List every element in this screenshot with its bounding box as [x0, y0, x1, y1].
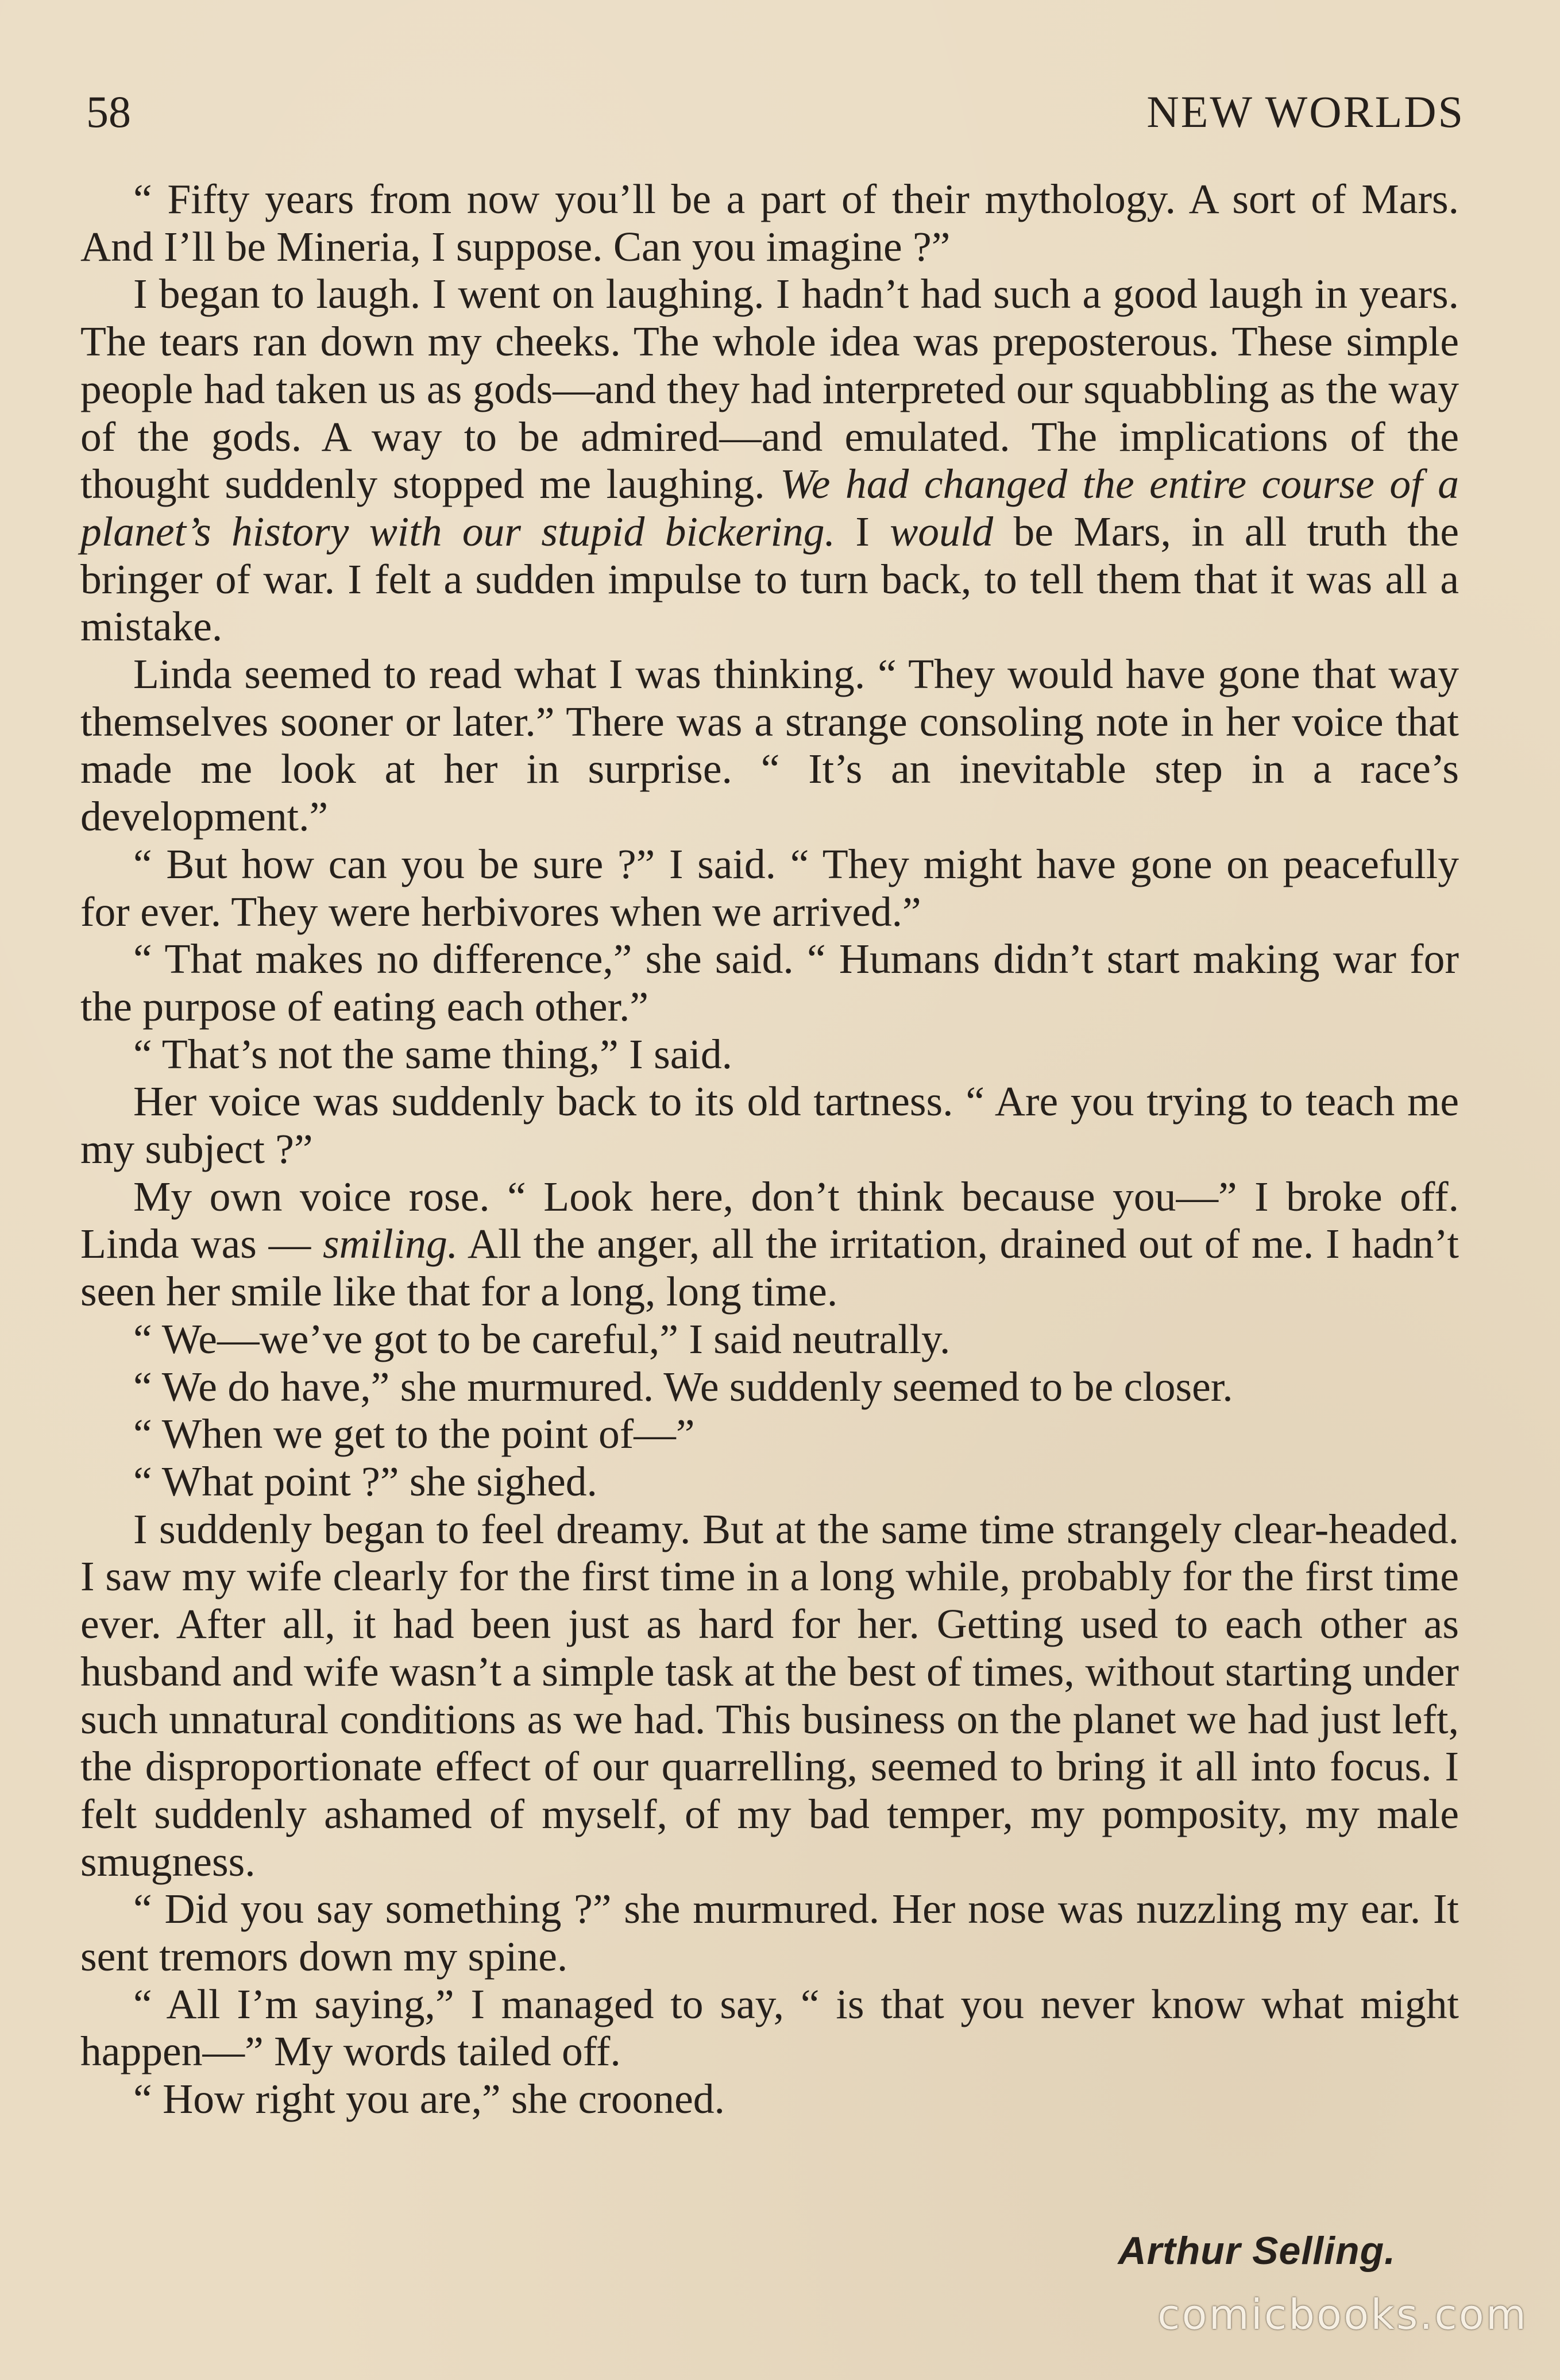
paragraph: “ How right you are,” she crooned. [133, 2075, 725, 2123]
author-byline: Arthur Selling. [1118, 2229, 1396, 2273]
paragraph-text: I [835, 507, 890, 555]
running-head: NEW WORLDS [1146, 87, 1465, 137]
paragraph [80, 1173, 1459, 1315]
paragraph-text: be Mars, in all truth the bringer of war. I felt a sudden impulse to turn back, to tell them that it was all a mistake. [80, 507, 1459, 650]
italic-emphasis: smiling. [323, 1220, 458, 1268]
paragraph: “ What point ?” she sighed. [133, 1457, 597, 1505]
paragraph: “ When we get to the point of—” [133, 1410, 695, 1458]
paragraph: Her voice was suddenly back to its old tartness. “ Are you trying to teach me my subject ?” [80, 1077, 1459, 1173]
paragraph: “ All I’m saying,” I managed to say, “ is that you never know what might happen—” My words tailed off. [80, 1980, 1459, 2075]
story-text [80, 175, 1459, 2123]
paragraph-text: All the anger, all the irritation, drained out of me. I hadn’t seen her smile like that for a long, long time. [80, 1220, 1459, 1315]
paragraph: “ Fifty years from now you’ll be a part of their mythology. A sort of Mars. And I’ll be Mineria, I suppose. Can you imagine ?” [80, 175, 1459, 270]
page-number: 58 [86, 87, 131, 137]
paragraph: “ We do have,” she murmured. We suddenly seemed to be closer. [133, 1362, 1233, 1410]
paragraph-text: My own voice rose. “ Look here, don’t think because you—” I broke off. Linda was — [80, 1172, 1459, 1268]
paragraph: “ But how can you be sure ?” I said. “ They might have gone on peacefully for ever. They were herbivores when we arrived.” [80, 840, 1459, 935]
watermark: comicbooks.com [1157, 2290, 1528, 2339]
paragraph: “ That makes no difference,” she said. “ Humans didn’t start making war for the purpose of eating each other.” [80, 935, 1459, 1030]
italic-emphasis: would [890, 507, 994, 555]
paragraph: “ Did you say something ?” she murmured. Her nose was nuzzling my ear. It sent tremors down my spine. [80, 1885, 1459, 1980]
paragraph: I suddenly began to feel dreamy. But at the same time strangely clear-headed. I saw my wife clearly for the first time in a long while, probably for the first time ever. After all, it had been just as hard for her. Getting used to each other as husband and wife wasn’t a simple task at the best of times, without starting under such unnatural conditions as we had. This business on the planet we had just left, the disproportionate effect of our quarrelling, seemed to bring it all into focus. I felt suddenly ashamed of myself, of my bad temper, my pomposity, my male smugness. [80, 1505, 1459, 1885]
paragraph: Linda seemed to read what I was thinking. “ They would have gone that way themselves sooner or later.” There was a strange consoling note in her voice that made me look at her in surprise. “ It’s an inevitable step in a race’s development.” [80, 650, 1459, 840]
paragraph-text: I began to laugh. I went on laughing. I hadn’t had such a good laugh in years. The tears ran down my cheeks. The whole idea was preposterous. These simple people had taken us as gods—and they had interpreted our squabbling as the way of the gods. A way to be admired—and emulated. The implications of the thought suddenly stopped me laughing. [80, 270, 1459, 508]
paragraph: “ That’s not the same thing,” I said. [133, 1030, 733, 1077]
page-header [86, 80, 1465, 144]
paragraph: “ We—we’ve got to be careful,” I said neutrally. [133, 1315, 951, 1362]
paragraph [80, 270, 1459, 650]
italic-emphasis: We had changed the entire course of a planet’s history with our stupid bickering. [80, 460, 1459, 555]
